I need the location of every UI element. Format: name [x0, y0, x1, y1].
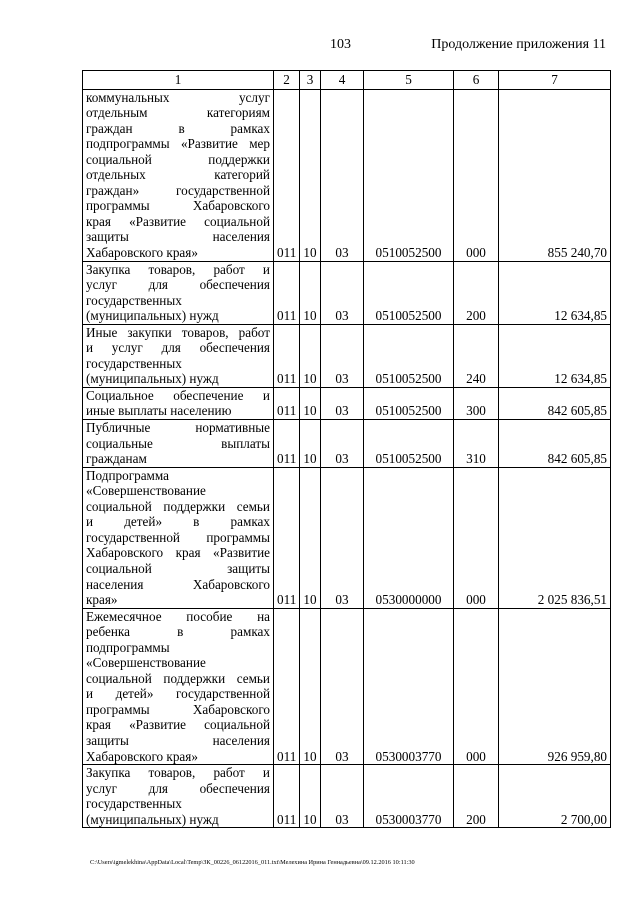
- description-line: государственных: [86, 292, 182, 308]
- subsection-code-cell: 03: [321, 324, 364, 387]
- description-line: граждан в рамках: [86, 120, 270, 136]
- description-line: и детей» в рамках: [86, 514, 270, 530]
- description-line: Иные закупки товаров, работ: [86, 324, 270, 340]
- description-line: социальные выплаты: [86, 435, 270, 451]
- description-line: услуг для обеспечения: [86, 780, 270, 796]
- description-line: государственной программы: [86, 529, 270, 545]
- description-line: коммунальных услуг: [86, 89, 270, 105]
- ministry-code-cell: 011: [274, 89, 300, 261]
- target-article-cell: 0530003770: [364, 608, 454, 764]
- description-line: населения Хабаровского: [86, 576, 270, 592]
- description-line: и услуг для обеспечения: [86, 340, 270, 356]
- description-line: защиты населения: [86, 732, 270, 748]
- ministry-code-cell: 011: [274, 420, 300, 468]
- section-code-cell: 10: [300, 387, 321, 419]
- table-row: [83, 608, 611, 764]
- description-line: отдельных категорий: [86, 167, 270, 183]
- ministry-code-cell: 011: [274, 261, 300, 324]
- description-line: края «Развитие социальной: [86, 717, 270, 733]
- description-line: Социальное обеспечение и: [86, 387, 270, 403]
- section-code-cell: 10: [300, 765, 321, 828]
- description-line: Подпрограмма: [86, 467, 170, 483]
- ministry-code-cell: 011: [274, 608, 300, 764]
- expense-type-cell: 000: [454, 89, 499, 261]
- table-row: [83, 324, 611, 387]
- column-header-6: 6: [454, 71, 499, 90]
- amount-cell: 926 959,80: [499, 608, 611, 764]
- expense-type-cell: 000: [454, 608, 499, 764]
- amount-cell: 12 634,85: [499, 261, 611, 324]
- expense-type-cell: 240: [454, 324, 499, 387]
- row-description: [83, 467, 274, 608]
- description-line: и детей» государственной: [86, 686, 270, 702]
- amount-cell: 842 605,85: [499, 387, 611, 419]
- target-article-cell: 0510052500: [364, 324, 454, 387]
- table-row: [83, 765, 611, 828]
- description-line: «Совершенствование: [86, 655, 206, 671]
- description-line: Хабаровского края»: [86, 748, 198, 764]
- ministry-code-cell: 011: [274, 387, 300, 419]
- expense-type-cell: 300: [454, 387, 499, 419]
- description-line: услуг для обеспечения: [86, 277, 270, 293]
- table-row: [83, 261, 611, 324]
- section-code-cell: 10: [300, 324, 321, 387]
- file-path-footer: C:\Users\igmelekhina\AppData\Local\Temp\ЗК_00226_06122016_011.txt\Мелехина Ирина Геннадьевна\09.12.2016 10:11:30: [90, 859, 415, 866]
- row-description: [83, 324, 274, 387]
- subsection-code-cell: 03: [321, 765, 364, 828]
- column-header-7: 7: [499, 71, 611, 90]
- subsection-code-cell: 03: [321, 608, 364, 764]
- target-article-cell: 0510052500: [364, 387, 454, 419]
- description-line: гражданам: [86, 451, 147, 467]
- table-row: [83, 420, 611, 468]
- amount-cell: 855 240,70: [499, 89, 611, 261]
- column-header-1: 1: [83, 71, 274, 90]
- description-line: (муниципальных) нужд: [86, 811, 219, 827]
- description-line: защиты населения: [86, 229, 270, 245]
- target-article-cell: 0530000000: [364, 467, 454, 608]
- description-line: подпрограммы «Развитие мер: [86, 136, 270, 152]
- amount-cell: 2 025 836,51: [499, 467, 611, 608]
- description-line: края «Развитие социальной: [86, 213, 270, 229]
- description-line: края»: [86, 592, 118, 608]
- ministry-code-cell: 011: [274, 467, 300, 608]
- section-code-cell: 10: [300, 420, 321, 468]
- row-description: [83, 765, 274, 828]
- subsection-code-cell: 03: [321, 387, 364, 419]
- row-description: [83, 608, 274, 764]
- description-line: Закупка товаров, работ и: [86, 765, 270, 781]
- expense-type-cell: 000: [454, 467, 499, 608]
- row-description: [83, 89, 274, 261]
- description-line: иные выплаты населению: [86, 403, 232, 419]
- subsection-code-cell: 03: [321, 420, 364, 468]
- expense-type-cell: 200: [454, 261, 499, 324]
- section-code-cell: 10: [300, 89, 321, 261]
- description-line: (муниципальных) нужд: [86, 371, 219, 387]
- description-line: государственных: [86, 355, 182, 371]
- budget-table: [82, 70, 611, 828]
- page-number: 103: [330, 37, 351, 52]
- column-header-3: 3: [300, 71, 321, 90]
- table-row: [83, 89, 611, 261]
- description-line: программы Хабаровского: [86, 701, 270, 717]
- ministry-code-cell: 011: [274, 324, 300, 387]
- expense-type-cell: 200: [454, 765, 499, 828]
- description-line: (муниципальных) нужд: [86, 308, 219, 324]
- amount-cell: 12 634,85: [499, 324, 611, 387]
- description-line: подпрограммы: [86, 639, 170, 655]
- description-line: Закупка товаров, работ и: [86, 261, 270, 277]
- description-line: Хабаровского края «Развитие: [86, 545, 270, 561]
- target-article-cell: 0510052500: [364, 89, 454, 261]
- target-article-cell: 0510052500: [364, 420, 454, 468]
- column-header-4: 4: [321, 71, 364, 90]
- ministry-code-cell: 011: [274, 765, 300, 828]
- description-line: государственных: [86, 796, 182, 812]
- section-code-cell: 10: [300, 261, 321, 324]
- table-row: [83, 467, 611, 608]
- section-code-cell: 10: [300, 467, 321, 608]
- row-description: [83, 261, 274, 324]
- table-header-row: [83, 71, 611, 90]
- description-line: граждан» государственной: [86, 182, 270, 198]
- row-description: [83, 420, 274, 468]
- description-line: Ежемесячное пособие на: [86, 608, 270, 624]
- target-article-cell: 0510052500: [364, 261, 454, 324]
- table-body: [83, 89, 611, 828]
- amount-cell: 2 700,00: [499, 765, 611, 828]
- target-article-cell: 0530003770: [364, 765, 454, 828]
- description-line: Публичные нормативные: [86, 420, 270, 436]
- appendix-continuation-title: Продолжение приложения 11: [431, 37, 606, 52]
- description-line: социальной поддержки семьи: [86, 498, 270, 514]
- expense-type-cell: 310: [454, 420, 499, 468]
- description-line: Хабаровского края»: [86, 245, 198, 261]
- description-line: социальной поддержки семьи: [86, 670, 270, 686]
- column-header-2: 2: [274, 71, 300, 90]
- description-line: отдельным категориям: [86, 105, 270, 121]
- column-header-5: 5: [364, 71, 454, 90]
- description-line: социальной поддержки: [86, 151, 270, 167]
- description-line: программы Хабаровского: [86, 198, 270, 214]
- description-line: ребенка в рамках: [86, 624, 270, 640]
- description-line: «Совершенствование: [86, 483, 206, 499]
- description-line: социальной защиты: [86, 560, 270, 576]
- section-code-cell: 10: [300, 608, 321, 764]
- subsection-code-cell: 03: [321, 261, 364, 324]
- table-row: [83, 387, 611, 419]
- subsection-code-cell: 03: [321, 467, 364, 608]
- amount-cell: 842 605,85: [499, 420, 611, 468]
- row-description: [83, 387, 274, 419]
- subsection-code-cell: 03: [321, 89, 364, 261]
